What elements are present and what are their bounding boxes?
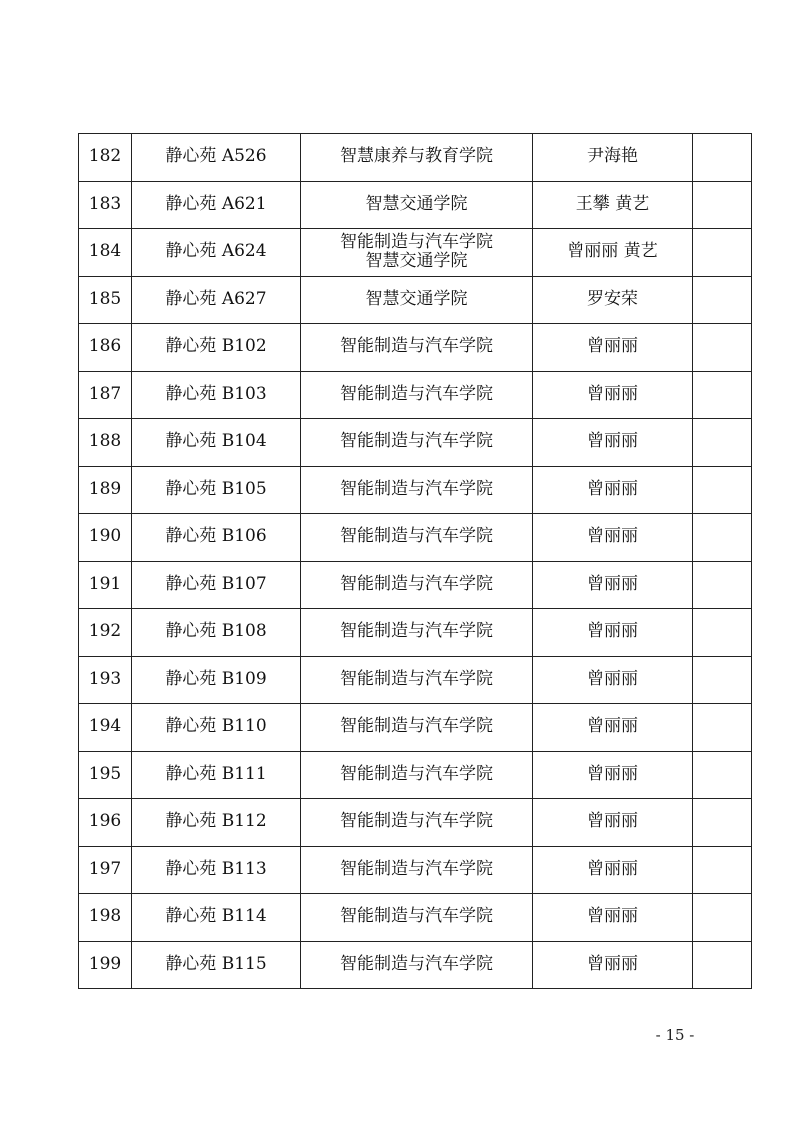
college-cell — [301, 894, 533, 942]
college-name: 智能制造与汽车学院 — [340, 716, 493, 737]
table-row — [79, 846, 752, 894]
row-number-cell: 188 — [79, 419, 132, 467]
note-cell — [693, 276, 752, 324]
college-cell — [301, 371, 533, 419]
table-row — [79, 894, 752, 942]
note-cell — [693, 941, 752, 989]
dormitory-table — [78, 133, 752, 989]
college-cell — [301, 466, 533, 514]
college-name: 智能制造与汽车学院 — [340, 383, 493, 404]
row-number-cell: 197 — [79, 846, 132, 894]
note-cell — [693, 799, 752, 847]
table-row — [79, 751, 752, 799]
contact-person-cell: 尹海艳 — [533, 134, 693, 182]
college-cell — [301, 656, 533, 704]
row-number-cell: 190 — [79, 514, 132, 562]
room-cell: 静心苑 B114 — [132, 894, 301, 942]
room-cell: 静心苑 B110 — [132, 704, 301, 752]
college-cell — [301, 514, 533, 562]
room-cell: 静心苑 A624 — [132, 229, 301, 277]
college-name: 智能制造与汽车学院 — [340, 336, 493, 357]
table-row — [79, 704, 752, 752]
room-cell: 静心苑 B105 — [132, 466, 301, 514]
college-cell — [301, 704, 533, 752]
college-cell — [301, 134, 533, 182]
room-cell: 静心苑 B113 — [132, 846, 301, 894]
table-row — [79, 371, 752, 419]
table-row — [79, 324, 752, 372]
row-number-cell: 186 — [79, 324, 132, 372]
contact-person-cell: 曾丽丽 — [533, 704, 693, 752]
row-number-cell: 199 — [79, 941, 132, 989]
college-cell — [301, 181, 533, 229]
college-cell — [301, 229, 533, 277]
note-cell — [693, 751, 752, 799]
room-cell: 静心苑 B112 — [132, 799, 301, 847]
table-row — [79, 799, 752, 847]
row-number-cell: 193 — [79, 656, 132, 704]
table-row — [79, 466, 752, 514]
note-cell — [693, 371, 752, 419]
contact-person-cell: 曾丽丽 — [533, 324, 693, 372]
table-row — [79, 181, 752, 229]
contact-person-cell: 曾丽丽 — [533, 514, 693, 562]
college-cell — [301, 324, 533, 372]
row-number-cell: 185 — [79, 276, 132, 324]
note-cell — [693, 324, 752, 372]
note-cell — [693, 656, 752, 704]
college-name: 智能制造与汽车学院 — [340, 906, 493, 927]
college-cell — [301, 419, 533, 467]
table-row — [79, 941, 752, 989]
note-cell — [693, 181, 752, 229]
contact-person-cell: 罗安荣 — [533, 276, 693, 324]
room-cell: 静心苑 B115 — [132, 941, 301, 989]
contact-person-cell: 曾丽丽 — [533, 561, 693, 609]
room-cell: 静心苑 B104 — [132, 419, 301, 467]
college-name: 智能制造与汽车学院 — [340, 621, 493, 642]
row-number-cell: 198 — [79, 894, 132, 942]
row-number-cell: 187 — [79, 371, 132, 419]
college-name: 智能制造与汽车学院 — [340, 526, 493, 547]
college-cell — [301, 941, 533, 989]
row-number-cell: 191 — [79, 561, 132, 609]
college-cell — [301, 799, 533, 847]
row-number-cell: 195 — [79, 751, 132, 799]
room-cell: 静心苑 B111 — [132, 751, 301, 799]
college-name: 智能制造与汽车学院 — [340, 573, 493, 594]
contact-person-cell: 曾丽丽 黄艺 — [533, 229, 693, 277]
row-number-cell: 184 — [79, 229, 132, 277]
room-cell: 静心苑 A627 — [132, 276, 301, 324]
row-number-cell: 182 — [79, 134, 132, 182]
page-number: - 15 - — [655, 1026, 695, 1044]
contact-person-cell: 曾丽丽 — [533, 466, 693, 514]
note-cell — [693, 894, 752, 942]
contact-person-cell: 曾丽丽 — [533, 656, 693, 704]
college-name: 智能制造与汽车学院 — [340, 858, 493, 879]
room-cell: 静心苑 B103 — [132, 371, 301, 419]
contact-person-cell: 曾丽丽 — [533, 371, 693, 419]
college-name: 智慧交通学院 — [365, 251, 468, 272]
contact-person-cell: 曾丽丽 — [533, 609, 693, 657]
contact-person-cell: 曾丽丽 — [533, 941, 693, 989]
room-cell: 静心苑 B107 — [132, 561, 301, 609]
note-cell — [693, 134, 752, 182]
room-cell: 静心苑 A526 — [132, 134, 301, 182]
college-name: 智能制造与汽车学院 — [340, 763, 493, 784]
college-cell — [301, 561, 533, 609]
contact-person-cell: 曾丽丽 — [533, 799, 693, 847]
row-number-cell: 192 — [79, 609, 132, 657]
note-cell — [693, 704, 752, 752]
table-row — [79, 419, 752, 467]
table-row — [79, 656, 752, 704]
row-number-cell: 189 — [79, 466, 132, 514]
contact-person-cell: 曾丽丽 — [533, 751, 693, 799]
college-name: 智慧康养与教育学院 — [340, 146, 493, 167]
room-cell: 静心苑 B108 — [132, 609, 301, 657]
college-name: 智能制造与汽车学院 — [340, 953, 493, 974]
college-cell — [301, 276, 533, 324]
note-cell — [693, 229, 752, 277]
college-cell — [301, 609, 533, 657]
college-name: 智能制造与汽车学院 — [340, 478, 493, 499]
row-number-cell: 183 — [79, 181, 132, 229]
table-row — [79, 561, 752, 609]
note-cell — [693, 846, 752, 894]
college-cell — [301, 846, 533, 894]
room-cell: 静心苑 B106 — [132, 514, 301, 562]
college-name: 智能制造与汽车学院 — [340, 668, 493, 689]
contact-person-cell: 王攀 黄艺 — [533, 181, 693, 229]
table-row — [79, 276, 752, 324]
contact-person-cell: 曾丽丽 — [533, 894, 693, 942]
college-name: 智能制造与汽车学院 — [340, 811, 493, 832]
table-row — [79, 134, 752, 182]
table-row — [79, 609, 752, 657]
note-cell — [693, 514, 752, 562]
college-name: 智慧交通学院 — [365, 193, 468, 214]
row-number-cell: 194 — [79, 704, 132, 752]
contact-person-cell: 曾丽丽 — [533, 419, 693, 467]
note-cell — [693, 609, 752, 657]
college-name: 智慧交通学院 — [365, 288, 468, 309]
note-cell — [693, 419, 752, 467]
table-row — [79, 229, 752, 277]
table-row — [79, 514, 752, 562]
college-cell — [301, 751, 533, 799]
room-cell: 静心苑 B109 — [132, 656, 301, 704]
college-name: 智能制造与汽车学院 — [340, 431, 493, 452]
note-cell — [693, 466, 752, 514]
college-name: 智能制造与汽车学院 — [340, 231, 493, 252]
table-body — [79, 134, 752, 989]
row-number-cell: 196 — [79, 799, 132, 847]
room-cell: 静心苑 A621 — [132, 181, 301, 229]
note-cell — [693, 561, 752, 609]
room-cell: 静心苑 B102 — [132, 324, 301, 372]
contact-person-cell: 曾丽丽 — [533, 846, 693, 894]
